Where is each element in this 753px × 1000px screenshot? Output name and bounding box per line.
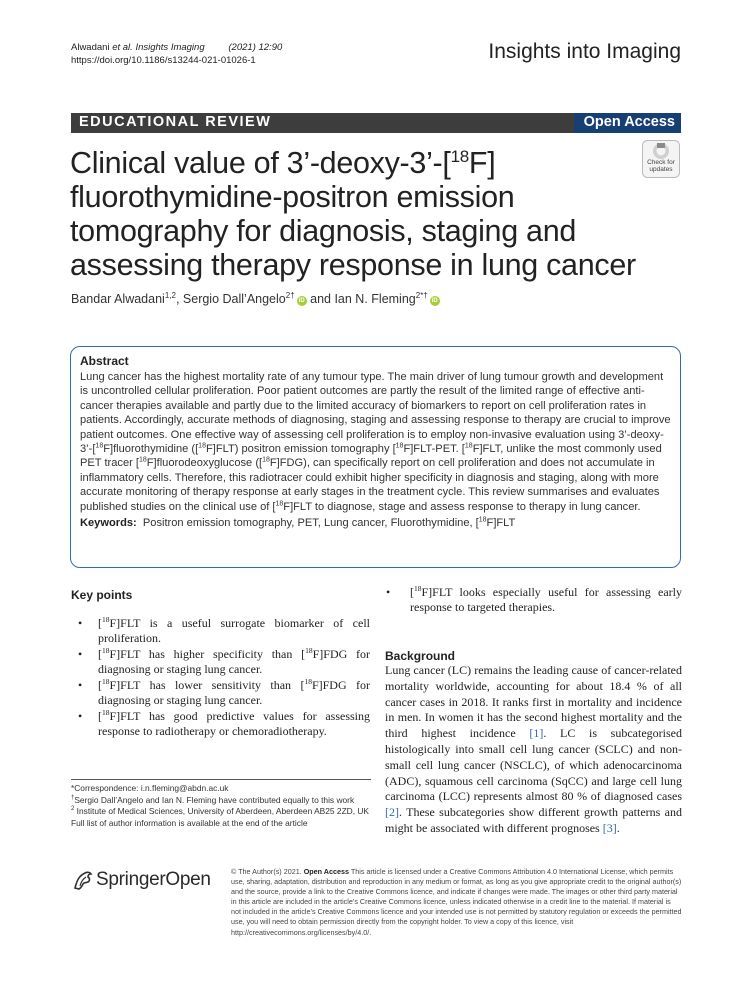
article-type: EDUCATIONAL REVIEW [79,114,272,130]
springer-open-logo: SpringerOpen [96,869,211,890]
background-text: Lung cancer (LC) remains the leading cause of cancer-related mortality worldwide, accounting for about 18.4 % of all cancer cases in 2018. It ranks first in mortality and incidence in men. In women it has the second highest mortality and the third highest incidence [1]. LC is subcategorised histologically into small cell lung cancer (SCLC) and non-small cell lung cancer (NSCLC), of which adenocarcinoma (ADC), squamous cell carcinoma (SqCC) and large cell lung carcinoma (LCC) represents almost 80 % of diagnosed cases [2]. These subcategories show different growth patterns and might be associated with different prognoses [3]. [385,663,682,835]
license-link[interactable]: http://creativecommons.org/licenses/by/4.0/ [231,927,370,937]
license-text: © The Author(s) 2021. Open Access This article is licensed under a Creative Commons Attribution 4.0 International License, which permits use, sharing, adaptation, distribution and reproduction in any medium or format, as long as you give appropriate credit to the original author(s) and the source, provide a link to the Creative Commons licence, and indicate if changes were made. The images or other third party material in this article are included in the article’s Creative Commons licence, unless indicated otherwise in a credit line to the material. If material is not included in the article’s Creative Commons licence and your intended use is not permitted by statutory regulation or exceeds the permitted use, you will need to obtain permission directly from the copyright holder. To view a copy of this licence, visit http://creativecommons.org/licenses/by/4.0/. [231,867,682,937]
abstract-text: Lung cancer has the highest mortality rate of any tumour type. The main driver of lung tumour growth and development is uncontrolled cellular proliferation. Poor patient outcomes are partly the result of the limited range of effective anti-cancer therapies available and partly due to the limited accuracy of biomarkers to report on cell proliferation rates in patients. Accordingly, accurate methods of diagnosing, staging and assessing response to therapy are crucial to improve patient outcomes. One effective way of assessing cell proliferation is to employ non-invasive evaluation using 3’-deoxy-3’-[$^{18}$F]fluorothymidine ([$^{18}$F]FLT) positron emission tomography [$^{18}$F]FLT-PET. [$^{18}$F]FLT, unlike the most commonly used PET tracer [$^{18}$F]fluorodeoxyglucose ([$^{18}$F]FDG), can specifically report on cell proliferation and does not accumulate in inflammatory cells. Therefore, this radiotracer could exhibit higher specificity in diagnosis and staging, along with more accurate monitoring of therapy response at early stages in the treatment cycle. This review summarises and evaluates published studies on the clinical use of [$^{18}$F]FLT to diagnose, stage and assess response to therapy in lung cancer. [80,371,671,513]
abstract-box [70,346,681,568]
list-item: • [$^{18}$F]FLT looks especially useful for assessing early response to targeted therapies. [386,585,682,615]
reference-link[interactable]: [1] [529,726,544,741]
journal-name: Insights into Imaging [488,40,681,63]
footnotes [71,779,371,829]
list-item: • [$^{18}$F]FLT is a useful surrogate biomarker of cell proliferation. [78,616,370,646]
author-list: Bandar Alwadani$^{1,2}$, Sergio Dall’Angelo$^{2\dagger}$iD and Ian N. Fleming$^{2*\dagger}$iD [71,291,438,307]
citation-year: (2021) 12:90 [228,42,283,53]
list-item: • [$^{18}$F]FLT has lower sensitivity than [$^{18}$F]FDG for diagnosing or staging lung cancer. [78,678,370,708]
orcid-icon[interactable]: iD [298,298,305,305]
key-points-list [78,616,370,740]
article-type-banner [71,113,681,133]
author-info-note: Full list of author information is available at the end of the article [71,817,308,828]
citation-authors: Alwadani [71,42,110,53]
check-for-updates-label: Check for updates [647,159,675,173]
keywords: Keywords: Positron emission tomography, PET, Lung cancer, Fluorothymidine, [$^{18}$F]FLT [80,516,516,530]
list-item: • [$^{18}$F]FLT has higher specificity than [$^{18}$F]FDG for diagnosing or staging lung cancer. [78,647,370,677]
springer-horse-icon [71,868,95,897]
reference-link[interactable]: [3] [602,820,617,835]
correspondence-note[interactable]: *Correspondence: i.n.fleming@abdn.ac.uk [71,783,229,793]
key-points-list-continued [386,585,682,615]
doi-link[interactable]: https://doi.org/10.1186/s13244-021-01026-1 [71,55,256,66]
article-title: Clinical value of 3’-deoxy-3’-[$^{18}$F] fluorothymidine-positron emission tomography for diagnosis, staging and assessing therapy response in lung cancer [70,146,636,282]
citation-header [71,41,282,67]
institution-note: $^2$ Institute of Medical Sciences, University of Aberdeen, Aberdeen AB25 2ZD, UK [71,806,370,817]
author-name: and Ian N. Fleming [306,292,416,307]
background-heading: Background [385,649,456,663]
citation-journal: et al. Insights Imaging [112,42,205,53]
list-item: • [$^{18}$F]FLT has good predictive values for assessing response to radiotherapy or chemoradiotherapy. [78,709,370,739]
abstract-heading: Abstract [80,354,129,368]
author-name: , Sergio Dall’Angelo [175,292,286,307]
key-points-heading: Key points [71,588,133,602]
reference-link[interactable]: [2] [385,805,399,820]
open-access-label: Open Access [574,113,681,133]
author-name: Bandar Alwadani [71,292,165,307]
contribution-note: †Sergio Dall’Angelo and Ian N. Fleming have contributed equally to this work [71,794,355,805]
orcid-icon[interactable]: iD [431,298,438,305]
